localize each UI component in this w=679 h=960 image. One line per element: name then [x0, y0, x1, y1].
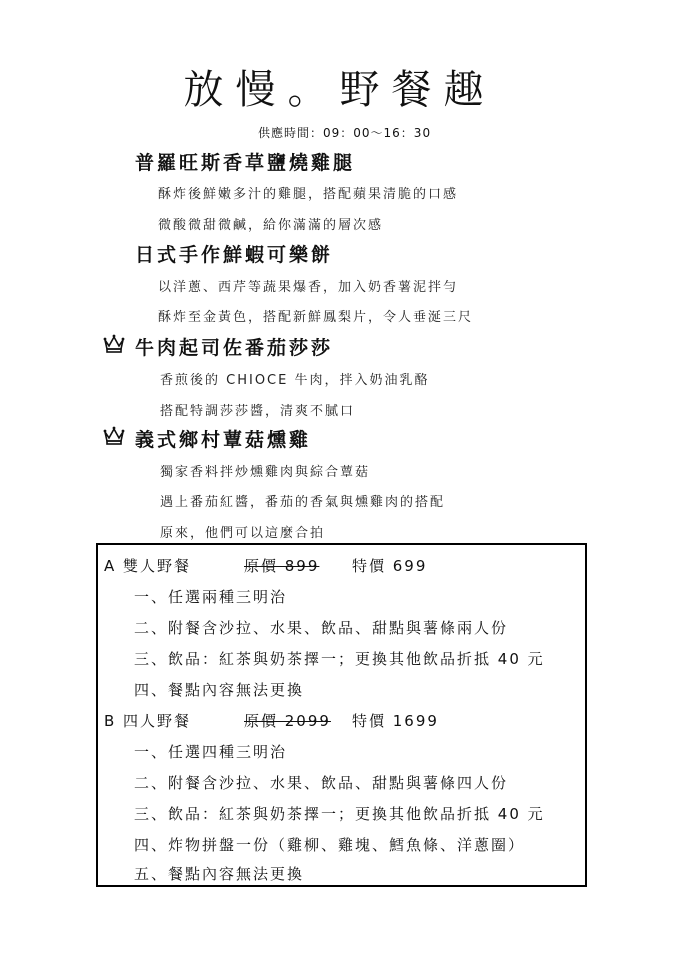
- special-price: 特價 1699: [352, 712, 439, 730]
- original-price: 原價 2099: [244, 712, 331, 730]
- dish-desc: 獨家香料拌炒燻雞肉與綜合蕈菇: [160, 465, 371, 480]
- plan-name: A 雙人野餐: [104, 557, 192, 575]
- special-price: 特價 699: [352, 557, 428, 575]
- plan-item: 一、任選兩種三明治: [134, 588, 288, 606]
- crown-icon: [103, 426, 125, 446]
- plan-item: 四、餐點內容無法更換: [134, 681, 305, 699]
- dish-desc: 原來，他們可以這麼合拍: [160, 526, 326, 541]
- plan-name: B 四人野餐: [104, 712, 192, 730]
- crown-icon: [103, 334, 125, 354]
- dish-desc: 以洋蔥、西芹等蔬果爆香，加入奶香薯泥拌勻: [158, 280, 459, 295]
- dish-name: 日式手作鮮蝦可樂餅: [135, 244, 334, 266]
- dish-name: 義式鄉村蕈菇燻雞: [135, 429, 312, 451]
- dish-desc: 酥炸至金黃色，搭配新鮮鳳梨片，令人垂涎三尺: [158, 310, 474, 325]
- page-title: 放慢。野餐趣: [183, 67, 496, 113]
- plan-item: 三、飲品：紅茶與奶茶擇一；更換其他飲品折抵 40 元: [134, 650, 545, 668]
- plan-item: 二、附餐含沙拉、水果、飲品、甜點與薯條兩人份: [134, 619, 509, 637]
- dish-name: 牛肉起司佐番茄莎莎: [135, 337, 334, 359]
- dish-desc: 香煎後的 CHIOCE 牛肉，拌入奶油乳酪: [160, 373, 430, 388]
- plan-item: 三、飲品：紅茶與奶茶擇一；更換其他飲品折抵 40 元: [134, 805, 545, 823]
- dish-name: 普羅旺斯香草鹽燒雞腿: [135, 152, 356, 174]
- plan-item: 四、炸物拼盤一份（雞柳、雞塊、鱈魚條、洋蔥圈）: [134, 836, 526, 854]
- original-price: 原價 899: [244, 557, 320, 575]
- plan-item: 一、任選四種三明治: [134, 743, 288, 761]
- plan-item: 五、餐點內容無法更換: [134, 865, 305, 883]
- service-hours: 供應時間：09：00～16：30: [258, 126, 432, 140]
- plans-box: [96, 543, 587, 887]
- dish-desc: 搭配特調莎莎醬，清爽不膩口: [160, 404, 356, 419]
- plan-item: 二、附餐含沙拉、水果、飲品、甜點與薯條四人份: [134, 774, 509, 792]
- dish-desc: 酥炸後鮮嫩多汁的雞腿，搭配蘋果清脆的口感: [158, 187, 459, 202]
- dish-desc: 遇上番茄紅醬，番茄的香氣與燻雞肉的搭配: [160, 495, 446, 510]
- dish-desc: 微酸微甜微鹹，給你滿滿的層次感: [158, 218, 384, 233]
